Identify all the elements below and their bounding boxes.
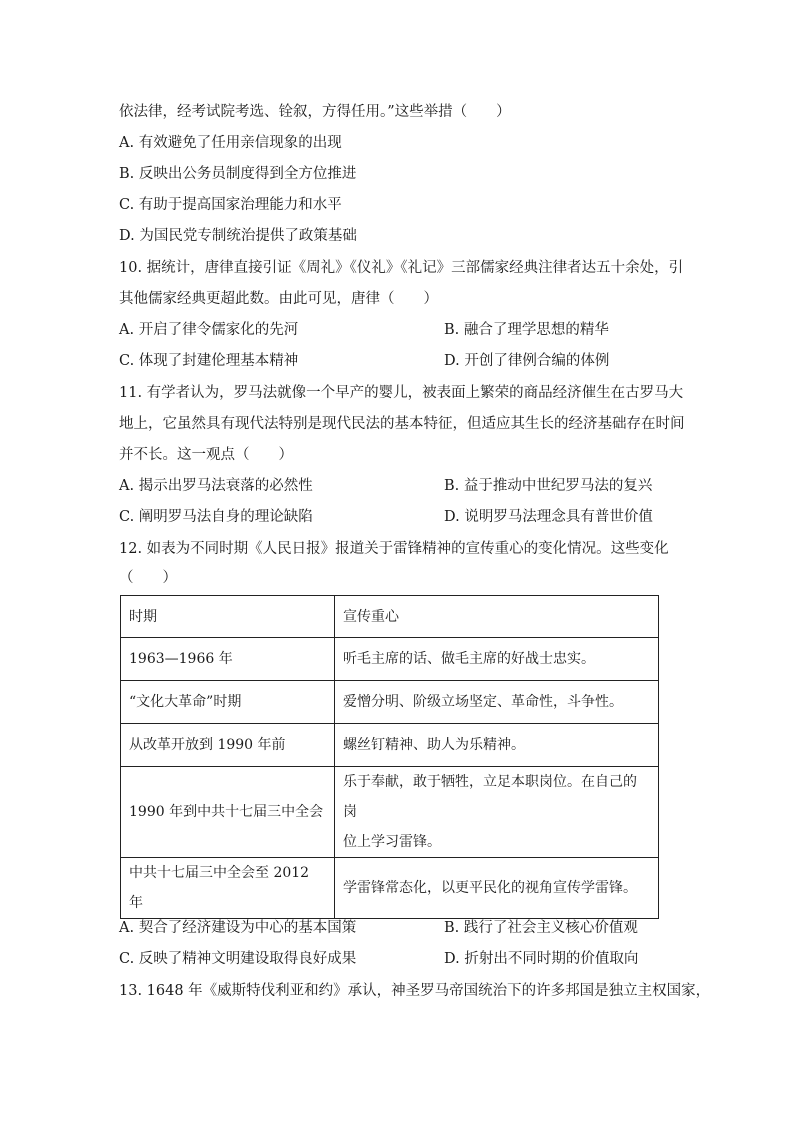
- table-row: [121, 638, 659, 681]
- table-row: [121, 681, 659, 724]
- q10-stem-line2: 其他儒家经典更超此数。由此可见，唐律（ ）: [119, 291, 438, 307]
- table-cell-period: 1990 年到中共十七届三中全会: [121, 767, 335, 858]
- table-row: [121, 767, 659, 858]
- table-header-period: 时期: [121, 596, 335, 638]
- q11-stem-line3: 并不长。这一观点（ ）: [119, 447, 293, 463]
- table-header-row: [121, 596, 659, 638]
- q9-option-b: B. 反映出公务员制度得到全方位推进: [119, 166, 357, 182]
- q10-option-b: B. 融合了理学思想的精华: [444, 322, 609, 338]
- q10-option-c: C. 体现了封建伦理基本精神: [119, 353, 299, 369]
- q10-option-a: A. 开启了律令儒家化的先河: [119, 322, 299, 338]
- q12-stem-line2: （ ）: [119, 570, 177, 586]
- table-cell-focus: 爱憎分明、阶级立场坚定、革命性，斗争性。: [335, 681, 659, 724]
- q12-stem-line1: 12. 如表为不同时期《人民日报》报道关于雷锋精神的宣传重心的变化情况。这些变化: [119, 541, 669, 557]
- q12-option-b: B. 践行了社会主义核心价值观: [444, 920, 638, 936]
- table-cell-focus: 螺丝钉精神、助人为乐精神。: [335, 724, 659, 767]
- q10-option-d: D. 开创了律例合编的体例: [444, 353, 610, 369]
- q11-stem-line1: 11. 有学者认为，罗马法就像一个早产的婴儿，被表面上繁荣的商品经济催生在古罗马大: [119, 385, 684, 401]
- table-cell-focus-line1: 乐于奉献，敢于牺牲，立足本职岗位。在自己的岗: [343, 774, 637, 820]
- q11-option-a: A. 揭示出罗马法衰落的必然性: [119, 478, 313, 494]
- q11-stem-line2: 地上，它虽然具有现代法特别是现代民法的基本特征，但适应其生长的经济基础存在时间: [119, 416, 685, 432]
- q9-option-a: A. 有效避免了任用亲信现象的出现: [119, 135, 342, 151]
- table-cell-period: 从改革开放到 1990 年前: [121, 724, 335, 767]
- q12-option-c: C. 反映了精神文明建设取得良好成果: [119, 951, 357, 967]
- q11-option-b: B. 益于推动中世纪罗马法的复兴: [444, 478, 653, 494]
- table-cell-period: “文化大革命”时期: [121, 681, 335, 724]
- table-cell-focus-line2: 位上学习雷锋。: [343, 834, 441, 850]
- table-cell-focus: [335, 767, 659, 858]
- table-row: [121, 724, 659, 767]
- q9-option-d: D. 为国民党专制统治提供了政策基础: [119, 228, 357, 244]
- q12-option-d: D. 折射出不同时期的价值取向: [444, 951, 639, 967]
- q13-stem-line1: 13. 1648 年《威斯特伐利亚和约》承认，神圣罗马帝国统治下的许多邦国是独立主权国家，: [119, 983, 711, 999]
- table-cell-focus: 学雷锋常态化，以更平民化的视角宣传学雷锋。: [335, 858, 659, 919]
- table-header-focus: 宣传重心: [335, 596, 659, 638]
- q12-option-a: A. 契合了经济建设为中心的基本国策: [119, 920, 357, 936]
- q11-option-c: C. 阐明罗马法自身的理论缺陷: [119, 509, 313, 525]
- propaganda-table: [120, 595, 659, 919]
- q11-option-d: D. 说明罗马法理念具有普世价值: [444, 509, 653, 525]
- table-cell-period: 1963—1966 年: [121, 638, 335, 681]
- q10-stem-line1: 10. 据统计，唐律直接引证《周礼》《仪礼》《礼记》三部儒家经典注律者达五十余处，引: [119, 260, 684, 276]
- table-row: [121, 858, 659, 919]
- table-cell-focus: 听毛主席的话、做毛主席的好战士忠实。: [335, 638, 659, 681]
- q9-option-c: C. 有助于提高国家治理能力和水平: [119, 197, 342, 213]
- q9-continuation: 依法律，经考试院考选、铨叙，方得任用。”这些举措（ ）: [119, 104, 511, 120]
- table-cell-period: 中共十七届三中全会至 2012 年: [121, 858, 335, 919]
